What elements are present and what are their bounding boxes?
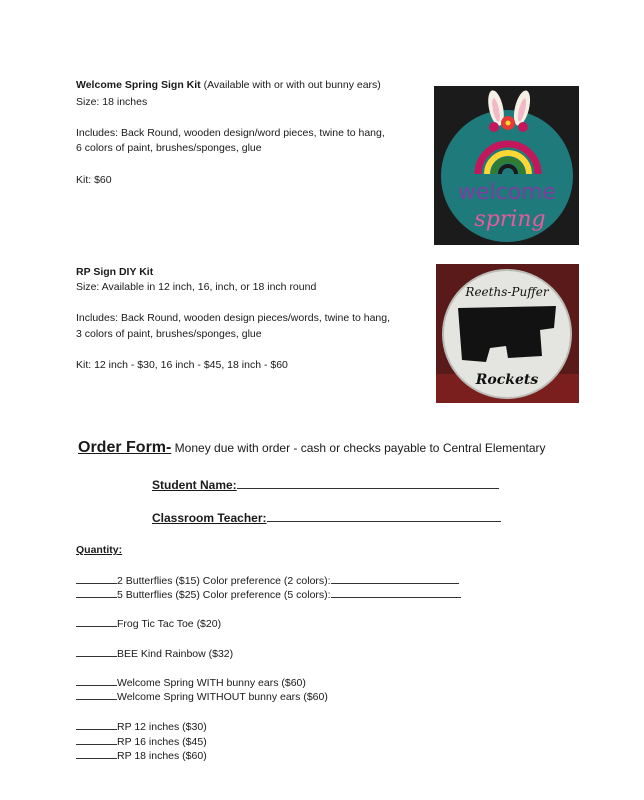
product1-size: Size: 18 inches — [76, 96, 148, 108]
classroom-teacher-label: Classroom Teacher: — [152, 511, 267, 525]
color-preference-blank[interactable] — [331, 597, 461, 598]
quantity-blank[interactable] — [76, 597, 117, 598]
order-item-label: Frog Tic Tac Toe ($20) — [117, 618, 222, 630]
quantity-blank[interactable] — [76, 685, 117, 686]
student-name-field[interactable] — [152, 478, 499, 492]
sign-word-welcome: welcome — [457, 180, 557, 205]
product2-includes-2: 3 colors of paint, brushes/sponges, glue — [76, 328, 262, 340]
quantity-blank[interactable] — [76, 656, 117, 657]
order-item-row[interactable] — [76, 721, 207, 733]
welcome-spring-sign-image — [434, 86, 579, 245]
order-item-row[interactable] — [76, 691, 328, 703]
order-item-label: RP 16 inches ($45) — [117, 736, 207, 748]
quantity-blank[interactable] — [76, 729, 117, 730]
product1-title-line — [76, 79, 381, 91]
rp-sign-image — [436, 264, 579, 403]
sign-word-rockets: Rockets — [475, 372, 539, 388]
classroom-teacher-field[interactable] — [152, 511, 501, 525]
order-item-row[interactable] — [76, 736, 207, 748]
quantity-blank[interactable] — [76, 626, 117, 627]
student-name-label: Student Name: — [152, 478, 237, 492]
color-preference-blank[interactable] — [331, 583, 459, 584]
product1-kit-price: Kit: $60 — [76, 174, 112, 186]
order-item-row[interactable] — [76, 589, 461, 601]
order-item-label: Welcome Spring WITH bunny ears ($60) — [117, 677, 306, 689]
product2-size: Size: Available in 12 inch, 16, inch, or 18 inch round — [76, 281, 317, 293]
order-form-heading-line — [78, 439, 546, 457]
student-name-blank[interactable] — [237, 488, 499, 489]
sign-word-spring: spring — [474, 207, 546, 232]
product1-title-note: (Available with or with out bunny ears) — [200, 79, 381, 91]
quantity-blank[interactable] — [76, 758, 117, 759]
product1-includes-1: Includes: Back Round, wooden design/word pieces, twine to hang, — [76, 127, 385, 139]
order-item-row[interactable] — [76, 648, 233, 660]
product2-kit-price: Kit: 12 inch - $30, 16 inch - $45, 18 inch - $60 — [76, 359, 288, 371]
product2-includes-1: Includes: Back Round, wooden design pieces/words, twine to hang, — [76, 312, 391, 324]
order-item-label: 5 Butterflies ($25) Color preference (5 colors): — [117, 589, 331, 601]
order-form-heading: Order Form- — [78, 439, 172, 456]
order-item-label: Welcome Spring WITHOUT bunny ears ($60) — [117, 691, 328, 703]
quantity-blank[interactable] — [76, 583, 117, 584]
quantity-label: Quantity: — [76, 544, 123, 556]
classroom-teacher-blank[interactable] — [267, 521, 501, 522]
order-form-note: Money due with order - cash or checks payable to Central Elementary — [171, 441, 546, 455]
order-item-row[interactable] — [76, 618, 221, 630]
order-item-label: RP 12 inches ($30) — [117, 721, 207, 733]
quantity-blank[interactable] — [76, 699, 117, 700]
product2-title: RP Sign DIY Kit — [76, 266, 154, 278]
order-item-row[interactable] — [76, 750, 207, 762]
rp-sign-graphic — [436, 264, 579, 403]
order-item-label: 2 Butterflies ($15) Color preference (2 colors): — [117, 575, 331, 587]
sign-word-reeths-puffer: Reeths-Puffer — [465, 285, 549, 299]
product1-title: Welcome Spring Sign Kit — [76, 79, 201, 91]
order-item-label: BEE Kind Rainbow ($32) — [117, 648, 234, 660]
order-item-row[interactable] — [76, 677, 306, 689]
quantity-blank[interactable] — [76, 744, 117, 745]
order-item-row[interactable] — [76, 575, 459, 587]
order-item-label: RP 18 inches ($60) — [117, 750, 207, 762]
product1-includes-2: 6 colors of paint, brushes/sponges, glue — [76, 142, 262, 154]
welcome-spring-sign-graphic — [434, 86, 579, 245]
